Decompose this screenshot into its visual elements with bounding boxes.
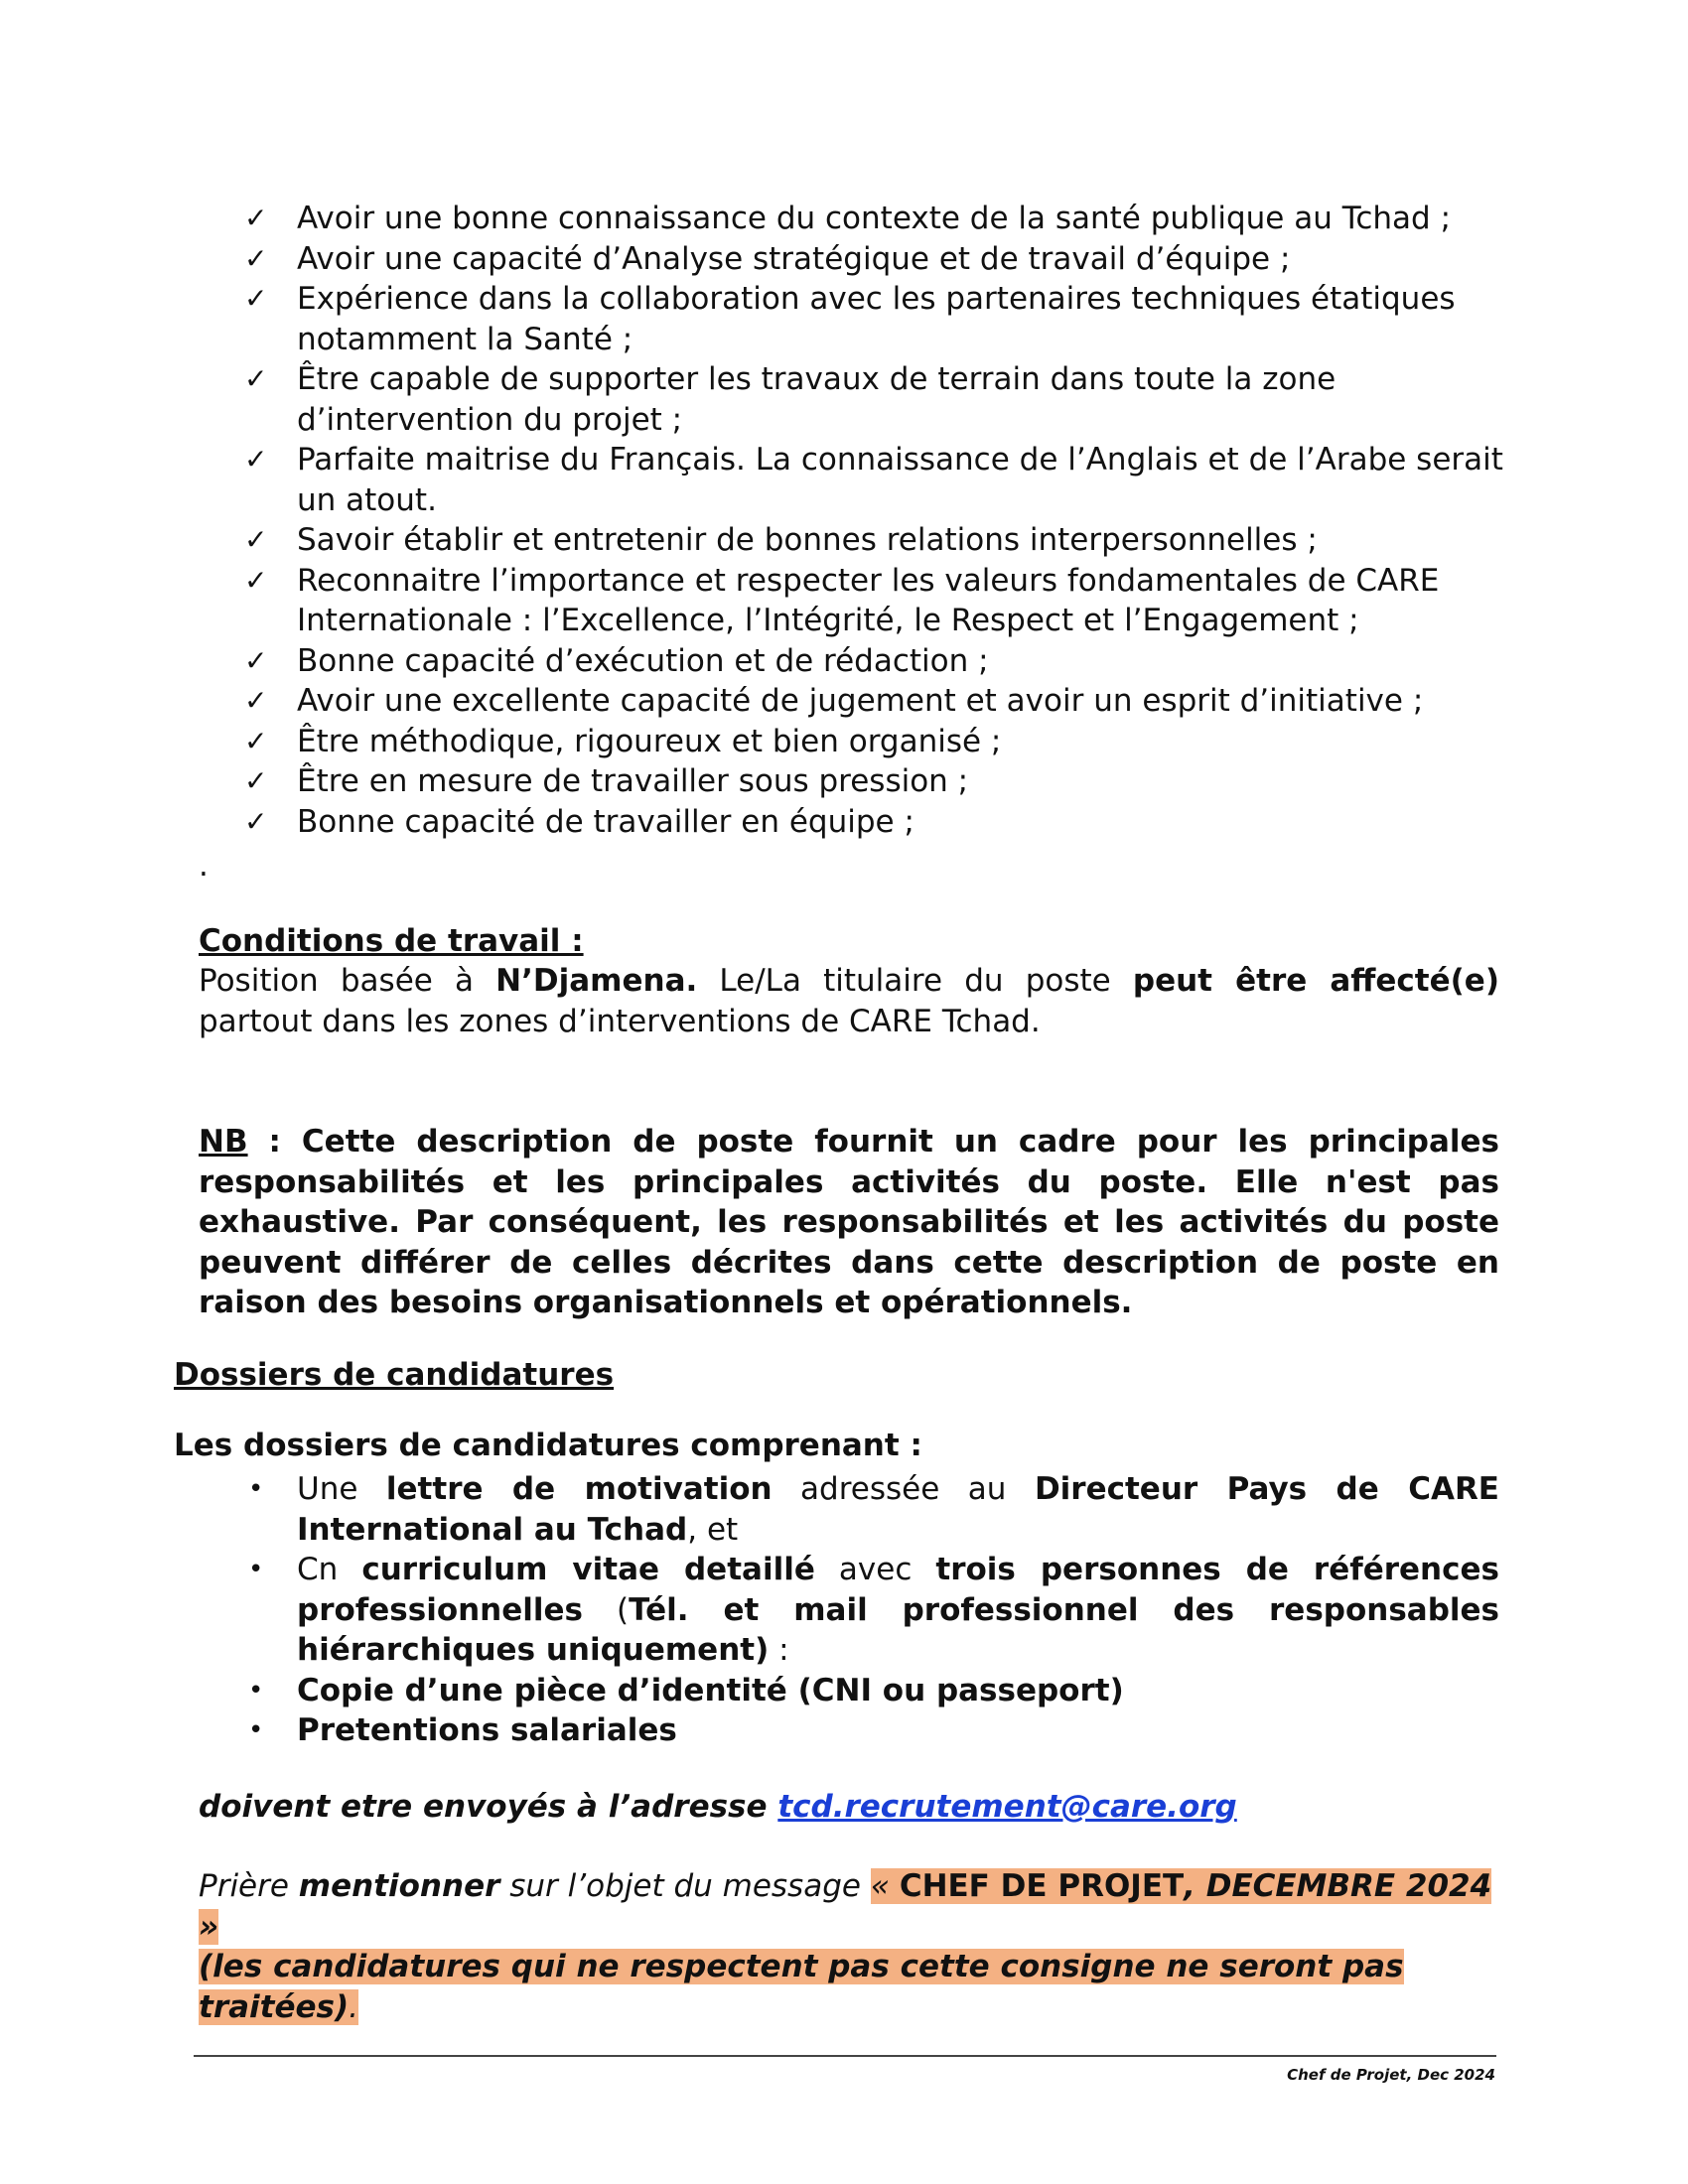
checkmark-icon: ✓ [244,241,268,275]
subject-instruction: Prière mentionner sur l’objet du message « CHEF DE PROJET, DECEMBRE 2024 » (les candidatures qui ne respectent pas cette consigne ne seront pas traitées). [199,1868,1492,2025]
list-item: • Une lettre de motivation adressée au Directeur Pays de CARE International au Tchad, et [248,1471,1499,1548]
stray-period: . [199,848,209,884]
checkmark-icon: ✓ [244,202,268,234]
list-item: • Pretentions salariales [244,1710,1499,1751]
list-item: ✓ Savoir établir et entretenir de bonnes relations interpersonnelles ; [244,520,1505,561]
nb-paragraph: NB : Cette description de poste fournit un cadre pour les principales responsabilités et les principales activités du poste. Elle n'est pas exhaustive. Par conséquent, les responsabilités et les activités du poste peuvent différer de celles décrites dans cette description de poste en raison des besoins organisationnels et opérationnels. [199,1124,1499,1320]
send-instruction: doivent etre envoyés à l’adresse tcd.recrutement@care.org [199,1789,1237,1825]
checkmark-icon: ✓ [244,643,268,677]
email-link[interactable]: tcd.recrutement@care.org [777,1789,1237,1825]
list-item: ✓ Être en mesure de travailler sous pression ; [244,761,1505,802]
list-item: ✓ Avoir une bonne connaissance du contexte de la santé publique au Tchad ; [244,199,1505,239]
list-item: ✓ Bonne capacité d’exécution et de rédaction ; [244,641,1505,682]
footer-divider [194,2055,1496,2057]
checkmark-icon: ✓ [244,443,268,476]
checkmark-icon: ✓ [244,362,268,395]
list-item: • Copie d’une pièce d’identité (CNI ou passeport) [244,1671,1499,1711]
checkmark-icon: ✓ [244,724,268,757]
assignment-text: peut être affecté(e) [1132,963,1499,999]
list-item: ✓ Expérience dans la collaboration avec les partenaires techniques étatiques notamment la Santé ; [244,281,1456,357]
dossiers-heading: Dossiers de candidatures [174,1357,615,1393]
conditions-heading: Conditions de travail : [199,923,584,959]
bullet-icon: • [248,1675,264,1706]
bullet-icon: • [248,1474,264,1504]
checkmark-icon: ✓ [244,684,268,717]
list-item: ✓ Être capable de supporter les travaux de terrain dans toute la zone d’intervention du projet ; [244,361,1336,438]
bullet-icon: • [248,1555,264,1584]
list-item: ✓ Bonne capacité de travailler en équipe ; [244,802,1505,843]
bullet-icon: • [248,1715,264,1745]
list-item: ✓ Avoir une capacité d’Analyse stratégique et de travail d’équipe ; [244,239,1505,280]
application-documents-list [244,1469,1499,1751]
checkmark-icon: ✓ [244,804,268,838]
list-item: ✓ Reconnaitre l’importance et respecter les valeurs fondamentales de CARE Internationale : l’Excellence, l’Intégrité, le Respect et l’Engagement ; [244,562,1440,638]
list-item: ✓ Être méthodique, rigoureux et bien organisé ; [244,722,1505,762]
conditions-paragraph: Position basée à N’Djamena. Le/La titulaire du poste peut être affecté(e) partout dans les zones d’interventions de CARE Tchad. [199,963,1499,1039]
dossiers-intro: Les dossiers de candidatures comprenant : [174,1428,922,1463]
checkmark-icon: ✓ [244,523,268,556]
highlighted-subject: « CHEF DE PROJET, DECEMBRE 2024 » (les candidatures qui ne respectent pas cette consigne ne seront pas traitées). [199,1868,1492,2025]
checkmark-icon: ✓ [244,563,268,597]
footer-text: Chef de Projet, Dec 2024 [1287,2066,1495,2084]
checkmark-icon: ✓ [244,282,268,315]
nb-label: NB [199,1124,248,1160]
list-item: • Cn curriculum vitae detaillé avec trois personnes de références professionnelles (Tél. et mail professionnel des responsables hiérarchiques uniquement) : [248,1552,1499,1668]
location-text: N’Djamena. [495,963,698,999]
checkmark-icon: ✓ [244,764,268,797]
list-item: ✓ Parfaite maitrise du Français. La connaissance de l’Anglais et de l’Arabe serait un atout. [244,442,1503,518]
list-item: ✓ Avoir une excellente capacité de jugement et avoir un esprit d’initiative ; [244,681,1505,722]
requirements-checklist [244,199,1505,842]
